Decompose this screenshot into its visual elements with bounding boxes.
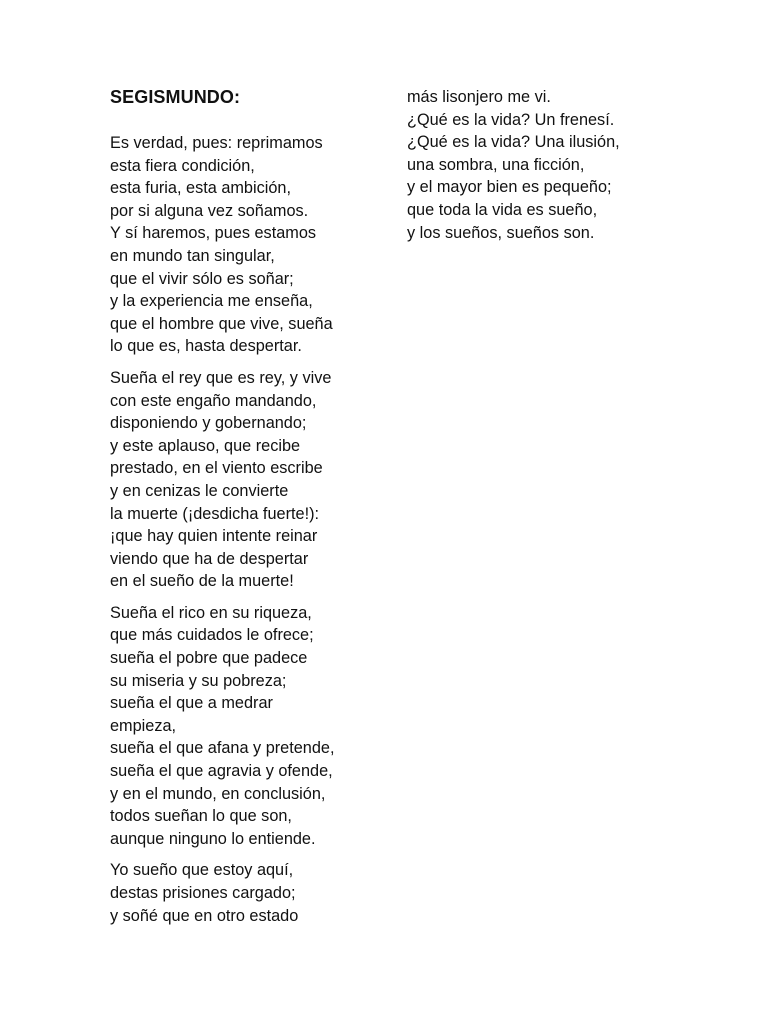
verse-line: que toda la vida es sueño, <box>407 200 598 219</box>
verse-line: que el vivir sólo es soñar; <box>110 269 294 288</box>
verse-line: su miseria y su pobreza; <box>110 671 287 690</box>
verse-line: esta fiera condición, <box>110 156 255 175</box>
verse-line: ¿Qué es la vida? Un frenesí. <box>407 110 615 129</box>
verse-line: la muerte (¡desdicha fuerte!): <box>110 504 320 523</box>
verse-line: ¡que hay quien intente reinar <box>110 527 318 546</box>
verse-line: con este engaño mandando, <box>110 391 317 410</box>
verse-line: disponiendo y gobernando; <box>110 414 307 433</box>
verse-line: destas prisiones cargado; <box>110 884 296 902</box>
verse-line: Es verdad, pues: reprimamos <box>110 134 323 152</box>
verse-line: sueña el pobre que padece <box>110 649 308 668</box>
verse-line: Y sí haremos, pues estamos <box>110 224 317 243</box>
verse-line: todos sueñan lo que son, <box>110 807 292 826</box>
verse-line: y la experiencia me enseña, <box>110 292 313 311</box>
verse-line: en mundo tan singular, <box>110 246 275 265</box>
verse-line: sueña el que afana y pretende, <box>110 739 335 758</box>
verse-line: esta furia, esta ambición, <box>110 179 291 198</box>
verse-line: por si alguna vez soñamos. <box>110 201 309 220</box>
verse-line: y en el mundo, en conclusión, <box>110 784 326 803</box>
verse-line: lo que es, hasta despertar. <box>110 337 302 356</box>
verse-line: que más cuidados le ofrece; <box>110 626 314 645</box>
verse-line: Yo sueño que estoy aquí, <box>110 861 294 880</box>
verse-line: una sombra, una ficción, <box>407 155 585 174</box>
verse-line: sueña el que agravia y ofende, <box>110 762 333 781</box>
verse-line: y los sueños, sueños son. <box>407 223 595 242</box>
verse-line: viendo que ha de despertar <box>110 549 309 568</box>
stanza-5 <box>407 86 707 244</box>
verse-line: Sueña el rey que es rey, y vive <box>110 368 332 387</box>
stanza-4 <box>110 859 380 927</box>
verse-line: que el hombre que vive, sueña <box>110 314 333 333</box>
verse-line: y el mayor bien es pequeño; <box>407 178 612 197</box>
verse-line: sueña el que a medrar <box>110 694 273 713</box>
verse-line: más lisonjero me vi. <box>407 88 551 106</box>
verse-line: y soñé que en otro estado <box>110 906 299 925</box>
right-column <box>407 86 707 253</box>
verse-line: Sueña el rico en su riqueza, <box>110 603 312 622</box>
verse-line: en el sueño de la muerte! <box>110 572 294 591</box>
speaker-heading: SEGISMUNDO: <box>110 87 241 107</box>
left-column <box>110 86 380 936</box>
stanza-1 <box>110 132 380 358</box>
verse-line: ¿Qué es la vida? Una ilusión, <box>407 133 620 152</box>
verse-line: empieza, <box>110 716 177 735</box>
stanza-3 <box>110 602 380 851</box>
verse-line: y este aplauso, que recibe <box>110 436 301 455</box>
stanza-2 <box>110 367 380 593</box>
verse-line: prestado, en el viento escribe <box>110 459 323 478</box>
verse-line: aunque ninguno lo entiende. <box>110 829 316 848</box>
verse-line: y en cenizas le convierte <box>110 481 289 500</box>
